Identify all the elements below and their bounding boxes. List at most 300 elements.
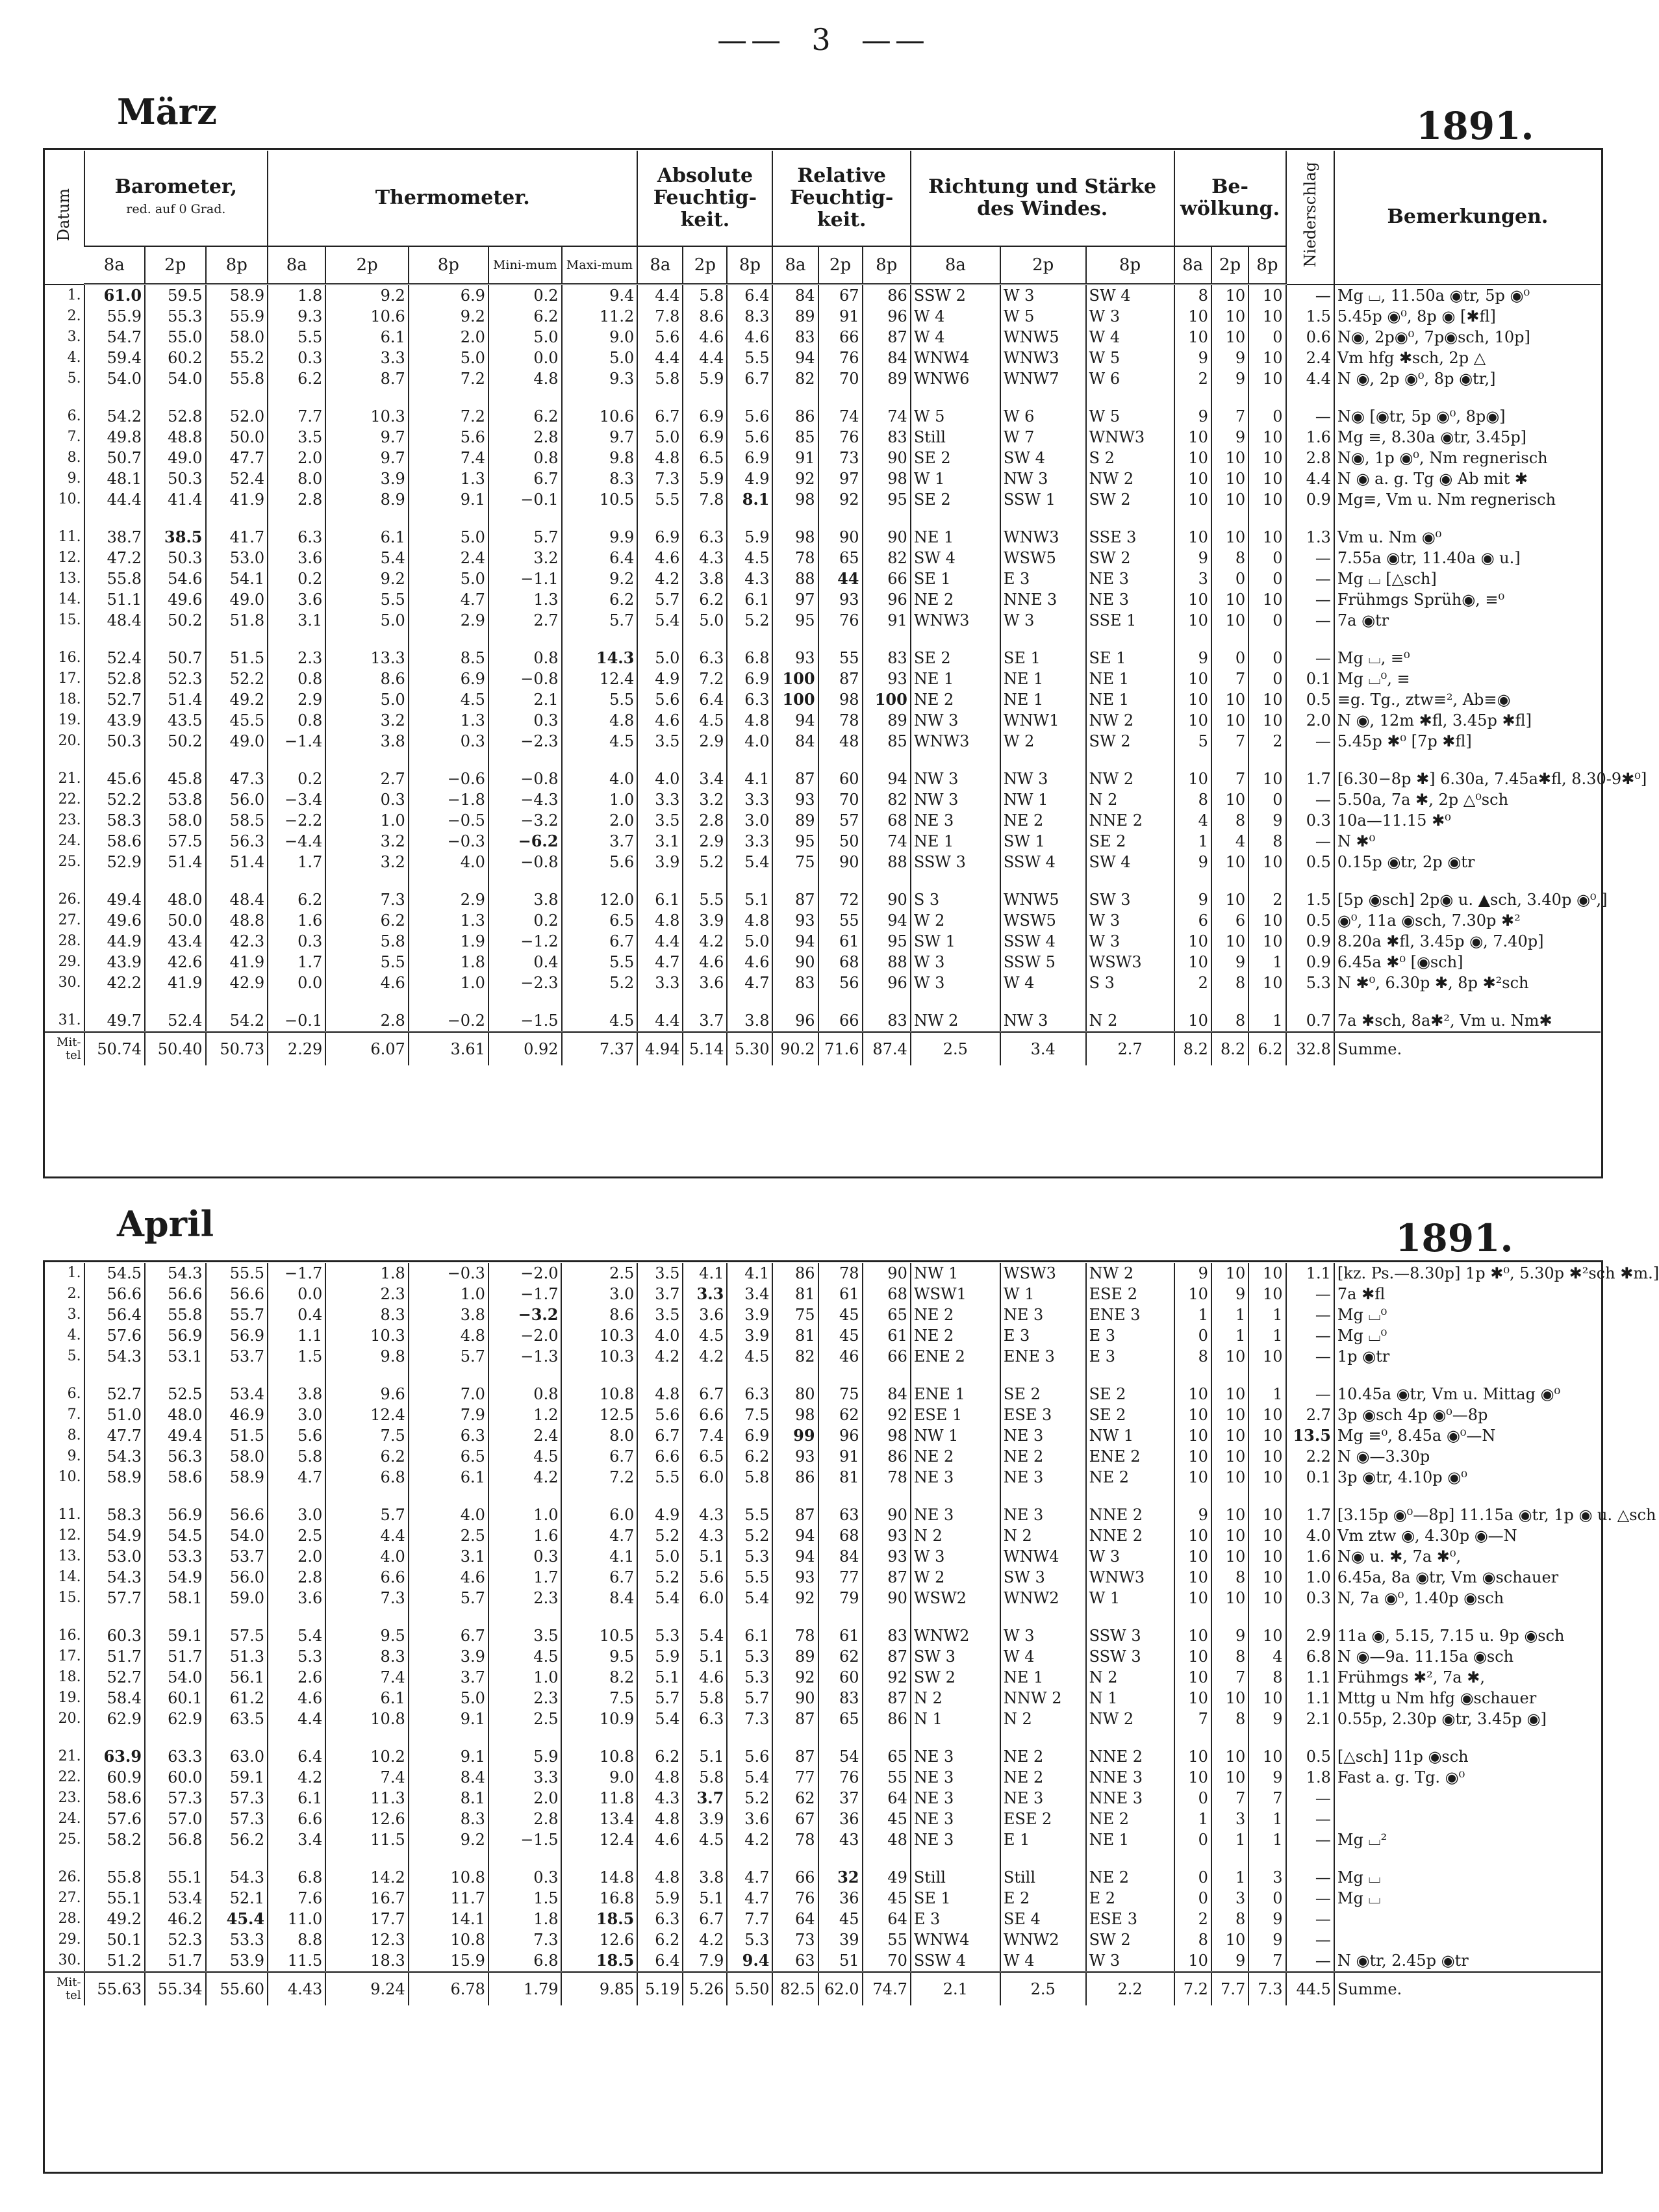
cell-temp-8p: 14.1 bbox=[409, 1909, 488, 1929]
cell-cloud-8a: 7 bbox=[1174, 1709, 1211, 1729]
cell-abs-2p: 4.6 bbox=[683, 1667, 727, 1688]
cell-cloud-8p: 9 bbox=[1248, 810, 1285, 831]
cell-temp-8p: 8.1 bbox=[409, 1788, 488, 1809]
cell-temp-8p: 0.3 bbox=[409, 731, 488, 752]
table-row bbox=[44, 1709, 1601, 1729]
table-row bbox=[44, 468, 1601, 489]
cell-wind-8p: N 2 bbox=[1086, 1667, 1174, 1688]
cell-wind-8p: NE 1 bbox=[1086, 668, 1174, 689]
cell-remarks: Vm ztw ◉, 4.30p ◉—N bbox=[1334, 1525, 1601, 1546]
cell-temp-max: 16.8 bbox=[561, 1888, 637, 1909]
cell-cloud-8p: 10 bbox=[1248, 1405, 1285, 1425]
cell-baro-2p: 48.0 bbox=[145, 1405, 205, 1425]
cell-cloud-2p: 3 bbox=[1211, 1809, 1248, 1829]
cell-temp-min: 3.8 bbox=[488, 872, 562, 910]
cell-baro-2p: 58.0 bbox=[145, 810, 205, 831]
cell-abs-8p: 5.5 bbox=[727, 348, 772, 368]
cell-rel-8p: 64 bbox=[863, 1909, 911, 1929]
cell-wind-8p: W 5 bbox=[1086, 389, 1174, 427]
cell-wind-8p: NW 2 bbox=[1086, 752, 1174, 789]
cell-temp-8p: 7.9 bbox=[409, 1405, 488, 1425]
cell-wind-8p: E 3 bbox=[1086, 1346, 1174, 1367]
cell-wind-2p: NNW 2 bbox=[1000, 1688, 1086, 1709]
cell-abs-8a: 5.2 bbox=[637, 1567, 683, 1588]
mean-wind-8a: 2.5 bbox=[911, 1032, 1000, 1066]
cell-remarks: Mg ⌴⁰, ≡ bbox=[1334, 668, 1601, 689]
cell-baro-2p: 59.1 bbox=[145, 1608, 205, 1646]
header-time: 8p bbox=[409, 246, 488, 285]
cell-rel-8a: 93 bbox=[772, 789, 818, 810]
cell-abs-2p: 5.8 bbox=[683, 1688, 727, 1709]
cell-baro-8a: 52.7 bbox=[84, 689, 145, 710]
cell-temp-8p: 1.3 bbox=[409, 468, 488, 489]
cell-rel-8a: 83 bbox=[772, 327, 818, 348]
cell-cloud-8p: 10 bbox=[1248, 752, 1285, 789]
header-time: 8a bbox=[911, 246, 1000, 285]
cell-temp-min: 3.2 bbox=[488, 548, 562, 568]
cell-precipitation: 1.1 bbox=[1286, 1667, 1334, 1688]
cell-cloud-2p: 8 bbox=[1211, 810, 1248, 831]
cell-cloud-8p: 7 bbox=[1248, 1950, 1285, 1972]
cell-rel-8p: 85 bbox=[863, 731, 911, 752]
cell-temp-8a: 3.6 bbox=[268, 589, 325, 610]
cell-cloud-2p: 1 bbox=[1211, 1304, 1248, 1325]
cell-baro-8a: 52.7 bbox=[84, 1667, 145, 1688]
cell-temp-8p: 2.4 bbox=[409, 548, 488, 568]
cell-cloud-2p: 7 bbox=[1211, 668, 1248, 689]
cell-rel-8a: 84 bbox=[772, 731, 818, 752]
cell-abs-8p: 3.9 bbox=[727, 1304, 772, 1325]
cell-rel-2p: 68 bbox=[818, 1525, 863, 1546]
cell-abs-8p: 3.3 bbox=[727, 789, 772, 810]
cell-temp-max: 9.8 bbox=[562, 448, 638, 468]
cell-rel-2p: 76 bbox=[818, 610, 863, 631]
cell-cloud-8p: 10 bbox=[1248, 368, 1285, 389]
cell-abs-8a: 4.9 bbox=[637, 1488, 683, 1525]
cell-day: 29. bbox=[58, 1931, 81, 1948]
cell-baro-8a: 60.3 bbox=[84, 1608, 145, 1646]
cell-abs-8a: 5.4 bbox=[637, 1588, 683, 1608]
cell-rel-2p: 66 bbox=[818, 327, 863, 348]
cell-temp-min: 1.5 bbox=[488, 1888, 562, 1909]
table-row bbox=[44, 1909, 1601, 1929]
cell-rel-8p: 93 bbox=[863, 668, 911, 689]
cell-temp-max: 8.6 bbox=[561, 1304, 637, 1325]
cell-temp-max: 9.5 bbox=[561, 1646, 637, 1667]
cell-wind-2p: NW 3 bbox=[1000, 993, 1086, 1032]
cell-baro-8p: 53.7 bbox=[206, 1346, 268, 1367]
cell-baro-8a: 58.4 bbox=[84, 1688, 145, 1709]
cell-temp-8p: 5.6 bbox=[409, 427, 488, 448]
cell-rel-8p: 86 bbox=[863, 1709, 911, 1729]
cell-cloud-8p: 0 bbox=[1248, 668, 1285, 689]
cell-baro-8a: 49.8 bbox=[84, 427, 145, 448]
cell-baro-2p: 41.4 bbox=[145, 489, 205, 510]
cell-wind-8p: SSW 3 bbox=[1086, 1608, 1174, 1646]
cell-temp-8a: 6.3 bbox=[268, 510, 325, 548]
cell-temp-8a: 2.6 bbox=[268, 1667, 325, 1688]
cell-remarks: 6.45a ✱⁰ [◉sch] bbox=[1334, 952, 1601, 973]
cell-temp-min: 2.4 bbox=[488, 1425, 562, 1446]
cell-abs-8p: 5.6 bbox=[727, 389, 772, 427]
cell-baro-8a: 54.2 bbox=[84, 389, 145, 427]
cell-temp-min: −6.2 bbox=[488, 831, 562, 852]
cell-rel-8a: 93 bbox=[772, 910, 818, 931]
cell-wind-2p: W 4 bbox=[1000, 1646, 1086, 1667]
mean-rel-8p: 74.7 bbox=[863, 1972, 911, 2006]
cell-abs-8p: 5.8 bbox=[727, 1467, 772, 1488]
cell-day: 28. bbox=[58, 933, 81, 949]
cell-day: 8. bbox=[67, 450, 81, 466]
cell-temp-8a: 7.6 bbox=[268, 1888, 325, 1909]
cell-rel-8p: 64 bbox=[863, 1788, 911, 1809]
cell-wind-8p: SW 2 bbox=[1086, 489, 1174, 510]
cell-rel-2p: 77 bbox=[818, 1567, 863, 1588]
cell-temp-2p: 5.7 bbox=[325, 1488, 408, 1525]
cell-abs-8a: 3.5 bbox=[637, 810, 683, 831]
table-row bbox=[44, 973, 1601, 993]
mean-day: Mit-tel bbox=[44, 1972, 84, 2006]
cell-temp-2p: 12.3 bbox=[325, 1929, 408, 1950]
mean-abs-8a: 4.94 bbox=[637, 1032, 683, 1066]
cell-abs-8a: 6.1 bbox=[637, 872, 683, 910]
cell-temp-min: 4.2 bbox=[488, 1467, 562, 1488]
cell-cloud-2p: 10 bbox=[1211, 1488, 1248, 1525]
cell-abs-2p: 5.1 bbox=[683, 1646, 727, 1667]
cell-abs-8a: 4.4 bbox=[637, 285, 683, 307]
cell-temp-8p: 9.1 bbox=[409, 1729, 488, 1767]
cell-abs-8p: 4.8 bbox=[727, 910, 772, 931]
cell-wind-2p: WNW3 bbox=[1000, 510, 1086, 548]
mean-temp-min: 0.92 bbox=[488, 1032, 562, 1066]
cell-wind-8p: NW 2 bbox=[1086, 1263, 1174, 1284]
cell-wind-2p: W 3 bbox=[1000, 285, 1086, 307]
cell-temp-min: 1.8 bbox=[488, 1909, 562, 1929]
cell-precipitation: — bbox=[1286, 1929, 1334, 1950]
mean-wind-8p: 2.7 bbox=[1086, 1032, 1174, 1066]
cell-baro-8p: 42.9 bbox=[206, 973, 268, 993]
cell-abs-8a: 5.8 bbox=[637, 368, 683, 389]
cell-temp-2p: 0.3 bbox=[325, 789, 408, 810]
cell-baro-8a: 55.8 bbox=[84, 1850, 145, 1888]
cell-day: 4. bbox=[67, 350, 81, 366]
cell-remarks: ◉⁰, 11a ◉sch, 7.30p ✱² bbox=[1334, 910, 1601, 931]
cell-temp-max: 6.0 bbox=[561, 1488, 637, 1525]
cell-precipitation: 1.5 bbox=[1286, 872, 1334, 910]
cell-wind-8a: NE 1 bbox=[911, 510, 1000, 548]
cell-wind-8a: SE 2 bbox=[911, 631, 1000, 668]
cell-temp-8a: 3.1 bbox=[268, 610, 325, 631]
cell-cloud-8p: 1 bbox=[1248, 1304, 1285, 1325]
table-row bbox=[44, 1304, 1601, 1325]
mean-temp-min: 1.79 bbox=[488, 1972, 562, 2006]
cell-rel-8p: 90 bbox=[863, 1263, 911, 1284]
cell-cloud-8a: 10 bbox=[1174, 327, 1211, 348]
cell-temp-2p: 9.5 bbox=[325, 1608, 408, 1646]
cell-abs-2p: 4.3 bbox=[683, 1488, 727, 1525]
cell-temp-max: 18.5 bbox=[561, 1950, 637, 1972]
cell-baro-8a: 45.6 bbox=[84, 752, 145, 789]
cell-baro-8p: 59.1 bbox=[206, 1767, 268, 1788]
cell-baro-2p: 55.8 bbox=[145, 1304, 205, 1325]
cell-wind-8a: WNW6 bbox=[911, 368, 1000, 389]
cell-wind-2p: NE 2 bbox=[1000, 1729, 1086, 1767]
cell-wind-2p: W 4 bbox=[1000, 973, 1086, 993]
cell-precipitation: 4.0 bbox=[1286, 1525, 1334, 1546]
cell-abs-2p: 2.8 bbox=[683, 810, 727, 831]
cell-cloud-8a: 9 bbox=[1174, 348, 1211, 368]
cell-abs-8p: 4.7 bbox=[727, 1850, 772, 1888]
cell-precipitation: — bbox=[1286, 389, 1334, 427]
table-row bbox=[44, 852, 1601, 872]
cell-abs-2p: 6.2 bbox=[683, 589, 727, 610]
cell-wind-2p: WNW2 bbox=[1000, 1588, 1086, 1608]
cell-temp-8p: 1.0 bbox=[409, 973, 488, 993]
cell-abs-2p: 3.8 bbox=[683, 1850, 727, 1888]
cell-precipitation: 0.1 bbox=[1286, 1467, 1334, 1488]
cell-remarks: N ◉tr, 2.45p ◉tr bbox=[1334, 1950, 1601, 1972]
cell-temp-8a: −2.2 bbox=[268, 810, 325, 831]
cell-temp-8p: 8.4 bbox=[409, 1767, 488, 1788]
cell-temp-2p: 6.2 bbox=[325, 1446, 408, 1467]
cell-remarks: N◉ u. ✱, 7a ✱⁰, bbox=[1334, 1546, 1601, 1567]
cell-cloud-8a: 10 bbox=[1174, 952, 1211, 973]
cell-cloud-8p: 7 bbox=[1248, 1788, 1285, 1809]
cell-cloud-8a: 9 bbox=[1174, 631, 1211, 668]
cell-temp-2p: 14.2 bbox=[325, 1850, 408, 1888]
cell-precipitation: 1.6 bbox=[1286, 427, 1334, 448]
cell-cloud-2p: 7 bbox=[1211, 731, 1248, 752]
cell-cloud-2p: 0 bbox=[1211, 631, 1248, 668]
cell-abs-8p: 8.3 bbox=[727, 306, 772, 327]
cell-temp-8p: −0.3 bbox=[409, 1263, 488, 1284]
cell-cloud-8a: 10 bbox=[1174, 448, 1211, 468]
cell-abs-2p: 3.8 bbox=[683, 568, 727, 589]
cell-rel-2p: 37 bbox=[818, 1788, 863, 1809]
cell-temp-8a: −3.4 bbox=[268, 789, 325, 810]
cell-temp-min: 7.3 bbox=[488, 1929, 562, 1950]
cell-rel-8a: 86 bbox=[772, 1263, 818, 1284]
table-row bbox=[44, 1767, 1601, 1788]
cell-cloud-8p: 10 bbox=[1248, 910, 1285, 931]
cell-rel-8p: 66 bbox=[863, 1346, 911, 1367]
cell-baro-8p: 58.9 bbox=[206, 285, 268, 307]
cell-abs-8a: 4.8 bbox=[637, 1850, 683, 1888]
cell-temp-2p: 1.8 bbox=[325, 1263, 408, 1284]
cell-temp-max: 8.0 bbox=[561, 1425, 637, 1446]
cell-temp-8a: 4.7 bbox=[268, 1467, 325, 1488]
header-wind: Richtung und Stärke des Windes. bbox=[911, 151, 1174, 246]
cell-rel-8a: 97 bbox=[772, 589, 818, 610]
cell-rel-2p: 32 bbox=[818, 1850, 863, 1888]
cell-cloud-8a: 9 bbox=[1174, 1488, 1211, 1525]
cell-abs-8p: 5.3 bbox=[727, 1929, 772, 1950]
cell-precipitation: — bbox=[1286, 789, 1334, 810]
cell-abs-2p: 5.8 bbox=[683, 1767, 727, 1788]
mean-temp-2p: 9.24 bbox=[325, 1972, 408, 2006]
cell-day: 19. bbox=[58, 1690, 81, 1706]
cell-wind-2p: NW 3 bbox=[1000, 468, 1086, 489]
table-row bbox=[44, 427, 1601, 448]
mean-precipitation: 32.8 bbox=[1286, 1032, 1334, 1066]
cell-abs-2p: 4.1 bbox=[683, 1263, 727, 1284]
cell-wind-2p: NE 3 bbox=[1000, 1304, 1086, 1325]
cell-cloud-2p: 10 bbox=[1211, 306, 1248, 327]
cell-wind-8p: WNW3 bbox=[1086, 1567, 1174, 1588]
cell-baro-8p: 58.9 bbox=[206, 1467, 268, 1488]
table-row bbox=[44, 1346, 1601, 1367]
cell-baro-2p: 52.3 bbox=[145, 668, 205, 689]
cell-cloud-8a: 10 bbox=[1174, 510, 1211, 548]
cell-abs-8a: 6.7 bbox=[637, 1425, 683, 1446]
cell-remarks: Vm u. Nm ◉⁰ bbox=[1334, 510, 1601, 548]
mean-wind-2p: 2.5 bbox=[1000, 1972, 1086, 2006]
cell-cloud-2p: 10 bbox=[1211, 872, 1248, 910]
cell-temp-max: 5.0 bbox=[562, 348, 638, 368]
cell-temp-min: −1.2 bbox=[488, 931, 562, 952]
cell-abs-8a: 5.1 bbox=[637, 1667, 683, 1688]
cell-rel-8p: 68 bbox=[863, 810, 911, 831]
cell-baro-2p: 52.8 bbox=[145, 389, 205, 427]
cell-precipitation: — bbox=[1286, 1909, 1334, 1929]
cell-cloud-8a: 0 bbox=[1174, 1325, 1211, 1346]
cell-wind-8a: NW 3 bbox=[911, 752, 1000, 789]
cell-wind-8p: WNW3 bbox=[1086, 427, 1174, 448]
table-row bbox=[44, 568, 1601, 589]
cell-baro-8a: 57.6 bbox=[84, 1809, 145, 1829]
cell-baro-8p: 58.0 bbox=[206, 1446, 268, 1467]
cell-precipitation: 1.1 bbox=[1286, 1263, 1334, 1284]
cell-precipitation: — bbox=[1286, 731, 1334, 752]
cell-temp-8p: 6.3 bbox=[409, 1425, 488, 1446]
mean-day: Mit-tel bbox=[44, 1032, 84, 1066]
cell-day: 27. bbox=[58, 1890, 81, 1906]
cell-wind-2p: SSW 5 bbox=[1000, 952, 1086, 973]
cell-temp-max: 10.8 bbox=[561, 1367, 637, 1405]
cell-abs-8a: 3.5 bbox=[637, 1263, 683, 1284]
cell-remarks: [3.15p ◉⁰—8p] 11.15a ◉tr, 1p ◉ u. △sch bbox=[1334, 1488, 1601, 1525]
cell-baro-8a: 54.0 bbox=[84, 368, 145, 389]
cell-temp-min: 2.8 bbox=[488, 1809, 562, 1829]
cell-temp-min: 1.2 bbox=[488, 1405, 562, 1425]
cell-baro-8a: 50.7 bbox=[84, 448, 145, 468]
cell-baro-8a: 51.2 bbox=[84, 1950, 145, 1972]
cell-abs-8p: 3.4 bbox=[727, 1284, 772, 1304]
cell-cloud-8a: 0 bbox=[1174, 1888, 1211, 1909]
cell-temp-2p: 6.1 bbox=[325, 510, 408, 548]
cell-abs-2p: 7.2 bbox=[683, 668, 727, 689]
cell-cloud-8p: 0 bbox=[1248, 389, 1285, 427]
cell-remarks: 8.20a ✱fl, 3.45p ◉, 7.40p] bbox=[1334, 931, 1601, 952]
cell-remarks: 3p ◉sch 4p ◉⁰—8p bbox=[1334, 1405, 1601, 1425]
cell-precipitation: 0.3 bbox=[1286, 1588, 1334, 1608]
cell-rel-2p: 66 bbox=[818, 993, 863, 1032]
cell-temp-2p: 8.3 bbox=[325, 1646, 408, 1667]
header-barometer: Barometer, red. auf 0 Grad. bbox=[84, 151, 268, 246]
cell-baro-8a: 59.4 bbox=[84, 348, 145, 368]
cell-baro-2p: 54.0 bbox=[145, 1667, 205, 1688]
cell-wind-8a: SE 2 bbox=[911, 489, 1000, 510]
cell-temp-8p: 15.9 bbox=[409, 1950, 488, 1972]
cell-baro-8p: 58.0 bbox=[206, 327, 268, 348]
cell-temp-max: 14.3 bbox=[562, 631, 638, 668]
cell-wind-2p: WNW2 bbox=[1000, 1929, 1086, 1950]
cell-temp-min: 2.7 bbox=[488, 610, 562, 631]
cell-baro-8a: 55.1 bbox=[84, 1888, 145, 1909]
cell-wind-8a: W 4 bbox=[911, 327, 1000, 348]
cell-baro-2p: 57.5 bbox=[145, 831, 205, 852]
cell-abs-8p: 4.1 bbox=[727, 752, 772, 789]
cell-abs-8a: 5.9 bbox=[637, 1646, 683, 1667]
cell-rel-2p: 43 bbox=[818, 1829, 863, 1850]
table-row bbox=[44, 306, 1601, 327]
cell-wind-8p: SSE 3 bbox=[1086, 510, 1174, 548]
cell-temp-8a: 1.5 bbox=[268, 1346, 325, 1367]
cell-remarks: Mg ≡, 8.30a ◉tr, 3.45p] bbox=[1334, 427, 1601, 448]
cell-wind-8a: NE 2 bbox=[911, 689, 1000, 710]
cell-wind-8p: NNE 2 bbox=[1086, 810, 1174, 831]
cell-wind-8p: SW 2 bbox=[1086, 731, 1174, 752]
cell-rel-2p: 50 bbox=[818, 831, 863, 852]
cell-abs-8p: 3.0 bbox=[727, 810, 772, 831]
cell-abs-8p: 3.3 bbox=[727, 831, 772, 852]
cell-temp-2p: 4.4 bbox=[325, 1525, 408, 1546]
cell-wind-2p: Still bbox=[1000, 1850, 1086, 1888]
cell-cloud-2p: 10 bbox=[1211, 1405, 1248, 1425]
cell-remarks: N ◉—9a. 11.15a ◉sch bbox=[1334, 1646, 1601, 1667]
cell-rel-8a: 76 bbox=[772, 1888, 818, 1909]
cell-temp-2p: 2.7 bbox=[325, 752, 408, 789]
cell-temp-8a: 2.3 bbox=[268, 631, 325, 668]
cell-day: 30. bbox=[58, 974, 81, 991]
cell-rel-8p: 83 bbox=[863, 427, 911, 448]
cell-wind-8a: W 3 bbox=[911, 973, 1000, 993]
cell-cloud-8p: 4 bbox=[1248, 1646, 1285, 1667]
cell-cloud-8p: 10 bbox=[1248, 1546, 1285, 1567]
cell-rel-8a: 86 bbox=[772, 1467, 818, 1488]
cell-temp-8a: 6.8 bbox=[268, 1850, 325, 1888]
cell-wind-8p: S 3 bbox=[1086, 973, 1174, 993]
cell-temp-2p: 9.2 bbox=[325, 285, 408, 307]
cell-precipitation: 1.7 bbox=[1286, 752, 1334, 789]
cell-baro-8p: 56.9 bbox=[206, 1325, 268, 1346]
cell-rel-2p: 45 bbox=[818, 1909, 863, 1929]
cell-remarks bbox=[1334, 1809, 1601, 1829]
cell-cloud-8a: 10 bbox=[1174, 1546, 1211, 1567]
cell-rel-8a: 90 bbox=[772, 952, 818, 973]
cell-temp-min: 6.7 bbox=[488, 468, 562, 489]
cell-cloud-8p: 10 bbox=[1248, 306, 1285, 327]
cell-temp-8p: 4.5 bbox=[409, 689, 488, 710]
cell-cloud-8p: 1 bbox=[1248, 1367, 1285, 1405]
cell-temp-8a: 9.3 bbox=[268, 306, 325, 327]
cell-abs-8a: 4.4 bbox=[637, 348, 683, 368]
cell-temp-2p: 9.7 bbox=[325, 427, 408, 448]
cell-temp-8a: 1.6 bbox=[268, 910, 325, 931]
table-row bbox=[44, 1667, 1601, 1688]
mean-cloud-2p: 7.7 bbox=[1211, 1972, 1248, 2006]
cell-temp-max: 12.4 bbox=[562, 668, 638, 689]
cell-baro-2p: 46.2 bbox=[145, 1909, 205, 1929]
cell-rel-8a: 95 bbox=[772, 831, 818, 852]
table-row bbox=[44, 952, 1601, 973]
cell-rel-8a: 89 bbox=[772, 810, 818, 831]
table-row bbox=[44, 348, 1601, 368]
cell-temp-max: 1.0 bbox=[562, 789, 638, 810]
cell-precipitation: — bbox=[1286, 1809, 1334, 1829]
cell-baro-2p: 50.0 bbox=[145, 910, 205, 931]
cell-rel-8a: 84 bbox=[772, 285, 818, 307]
